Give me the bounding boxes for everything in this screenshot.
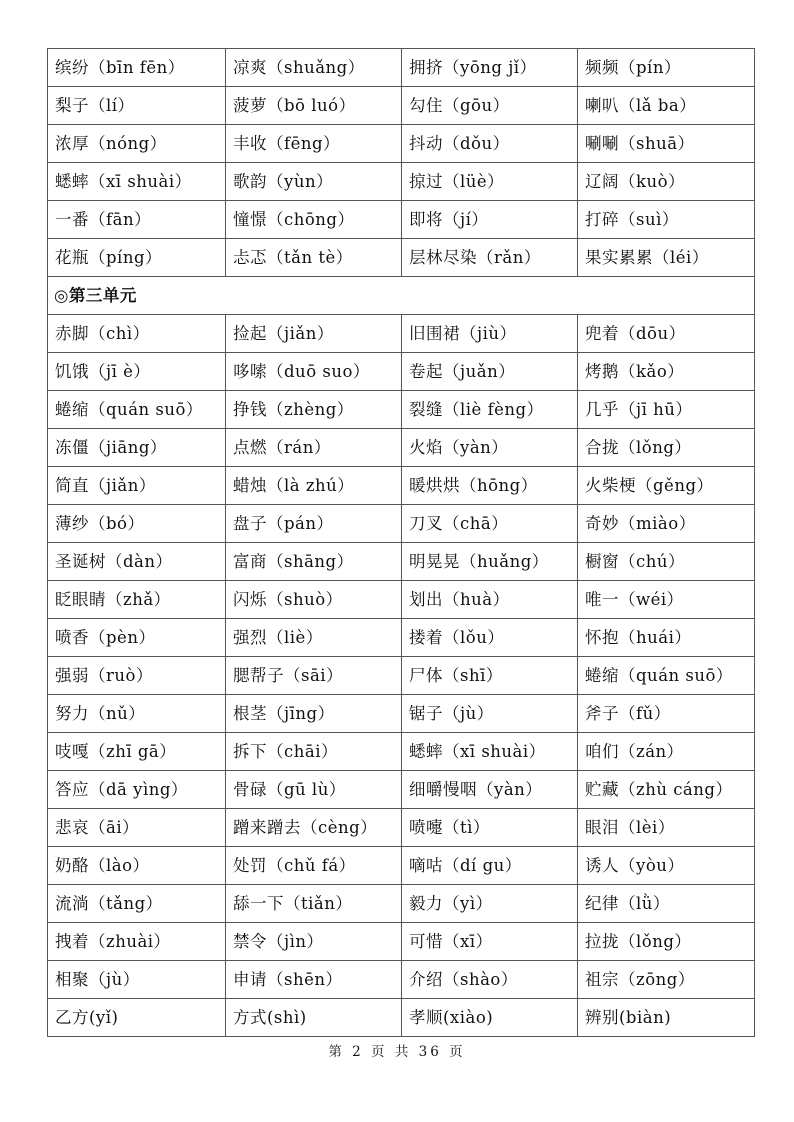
vocab-cell: 掠过（lüè） [402,163,578,201]
table-row [48,961,755,999]
vocab-cell: 辽阔（kuò） [578,163,755,201]
unit-2-rows [48,49,755,277]
vocab-cell: 喇叭（lǎ ba） [578,87,755,125]
table-row [48,923,755,961]
table-row [48,353,755,391]
vocab-cell: 一番（fān） [48,201,226,239]
vocab-cell: 打碎（suì） [578,201,755,239]
vocab-cell: 抖动（dǒu） [402,125,578,163]
vocab-cell: 搂着（lǒu） [402,619,578,657]
page-footer: 第 2 页 共 36 页 [328,1044,466,1060]
vocab-cell: 橱窗（chú） [578,543,755,581]
vocab-cell: 果实累累（léi） [578,239,755,277]
table-row [48,885,755,923]
vocab-cell: 努力（nǔ） [48,695,226,733]
vocab-cell: 蹭来蹭去（cèng） [226,809,402,847]
vocab-cell: 可惜（xī） [402,923,578,961]
vocab-cell: 火焰（yàn） [402,429,578,467]
vocab-cell: 毅力（yì） [402,885,578,923]
table-row [48,657,755,695]
vocab-cell: 纪律（lǜ） [578,885,755,923]
vocab-cell: 歌韵（yùn） [226,163,402,201]
vocab-cell: 划出（huà） [402,581,578,619]
vocab-cell: 方式(shì) [226,999,402,1037]
vocab-cell: 禁令（jìn） [226,923,402,961]
vocab-cell: 拽着（zhuài） [48,923,226,961]
vocab-cell: 层林尽染（rǎn） [402,239,578,277]
vocab-cell: 诱人（yòu） [578,847,755,885]
table-row [48,581,755,619]
vocab-cell: 强弱（ruò） [48,657,226,695]
vocab-cell: 饥饿（jī è） [48,353,226,391]
vocab-cell: 兜着（dōu） [578,315,755,353]
table-row [48,543,755,581]
vocab-cell: 斧子（fǔ） [578,695,755,733]
vocab-cell: 菠萝（bō luó） [226,87,402,125]
table-row [48,315,755,353]
vocab-cell: 缤纷（bīn fēn） [48,49,226,87]
table-row [48,391,755,429]
vocab-cell: 细嚼慢咽（yàn） [402,771,578,809]
vocab-cell: 吱嘎（zhī gā） [48,733,226,771]
vocab-cell: 盘子（pán） [226,505,402,543]
vocab-cell: 根茎（jīng） [226,695,402,733]
vocab-cell: 尸体（shī） [402,657,578,695]
vocab-cell: 暖烘烘（hōng） [402,467,578,505]
vocab-cell: 辨别(biàn) [578,999,755,1037]
vocab-cell: 憧憬（chōng） [226,201,402,239]
vocab-cell: 挣钱（zhèng） [226,391,402,429]
vocab-cell: 富商（shāng） [226,543,402,581]
vocab-cell: 祖宗（zōng） [578,961,755,999]
unit-3-rows [48,315,755,1037]
vocabulary-table [47,48,755,1037]
vocab-cell: 咱们（zán） [578,733,755,771]
vocab-cell: 介绍（shào） [402,961,578,999]
vocab-cell: 贮藏（zhù cáng） [578,771,755,809]
vocab-cell: 答应（dā yìng） [48,771,226,809]
vocab-cell: 蜷缩（quán suō） [48,391,226,429]
vocab-cell: 频频（pín） [578,49,755,87]
vocab-cell: 几乎（jī hū） [578,391,755,429]
vocab-cell: 悲哀（āi） [48,809,226,847]
vocab-cell: 强烈（liè） [226,619,402,657]
vocab-cell: 凉爽（shuǎng） [226,49,402,87]
table-row [48,733,755,771]
vocab-cell: 明晃晃（huǎng） [402,543,578,581]
vocab-cell: 锯子（jù） [402,695,578,733]
vocab-cell: 拉拢（lǒng） [578,923,755,961]
vocab-cell: 拥挤（yōng jǐ） [402,49,578,87]
vocab-cell: 蜷缩（quán suō） [578,657,755,695]
vocab-cell: 薄纱（bó） [48,505,226,543]
table-row [48,163,755,201]
vocab-cell: 简直（jiǎn） [48,467,226,505]
vocab-cell: 奇妙（miào） [578,505,755,543]
vocab-cell: 蟋蟀（xī shuài） [48,163,226,201]
section-header-row-group [48,277,755,315]
section-header-row [48,277,755,315]
vocab-cell: 旧围裙（jiù） [402,315,578,353]
vocab-cell: 奶酪（lào） [48,847,226,885]
vocab-cell: 嘀咕（dí gu） [402,847,578,885]
vocab-cell: 眼泪（lèi） [578,809,755,847]
vocab-cell: 忐忑（tǎn tè） [226,239,402,277]
table-row [48,467,755,505]
vocab-cell: 圣诞树（dàn） [48,543,226,581]
table-row [48,809,755,847]
table-row [48,125,755,163]
vocab-cell: 腮帮子（sāi） [226,657,402,695]
table-row [48,847,755,885]
vocab-cell: 浓厚（nóng） [48,125,226,163]
vocab-cell: 流淌（tǎng） [48,885,226,923]
vocab-cell: 蜡烛（là zhú） [226,467,402,505]
vocab-cell: 赤脚（chì） [48,315,226,353]
vocab-cell: 舔一下（tiǎn） [226,885,402,923]
vocab-cell: 相聚（jù） [48,961,226,999]
table-row [48,771,755,809]
vocab-cell: 勾住（gōu） [402,87,578,125]
vocab-cell: 火柴梗（gěng） [578,467,755,505]
vocab-cell: 喷香（pèn） [48,619,226,657]
table-row [48,201,755,239]
vocab-cell: 点燃（rán） [226,429,402,467]
table-row [48,999,755,1037]
vocab-cell: 哆嗦（duō suo） [226,353,402,391]
vocab-cell: 捡起（jiǎn） [226,315,402,353]
vocab-cell: 喷嚏（tì） [402,809,578,847]
table-row [48,49,755,87]
vocab-cell: 烤鹅（kǎo） [578,353,755,391]
table-row [48,505,755,543]
vocab-cell: 怀抱（huái） [578,619,755,657]
vocab-cell: 骨碌（gū lù） [226,771,402,809]
vocab-cell: 合拢（lǒng） [578,429,755,467]
vocab-cell: 花瓶（píng） [48,239,226,277]
vocab-cell: 冻僵（jiāng） [48,429,226,467]
vocab-cell: 梨子（lí） [48,87,226,125]
vocab-cell: 处罚（chǔ fá） [226,847,402,885]
vocab-cell: 拆下（chāi） [226,733,402,771]
vocab-cell: 蟋蟀（xī shuài） [402,733,578,771]
vocab-cell: 孝顺(xiào) [402,999,578,1037]
vocab-cell: 唯一（wéi） [578,581,755,619]
table-row [48,87,755,125]
vocab-cell: 刀叉（chā） [402,505,578,543]
vocab-cell: 闪烁（shuò） [226,581,402,619]
vocab-cell: 即将（jí） [402,201,578,239]
table-row [48,695,755,733]
vocab-cell: 裂缝（liè fèng） [402,391,578,429]
section-title: ◎第三单元 [48,277,755,315]
vocab-cell: 唰唰（shuā） [578,125,755,163]
table-row [48,429,755,467]
vocab-cell: 乙方(yǐ) [48,999,226,1037]
vocab-cell: 申请（shēn） [226,961,402,999]
table-row [48,239,755,277]
table-row [48,619,755,657]
vocab-cell: 丰收（fēng） [226,125,402,163]
vocab-cell: 卷起（juǎn） [402,353,578,391]
vocab-cell: 眨眼睛（zhǎ） [48,581,226,619]
